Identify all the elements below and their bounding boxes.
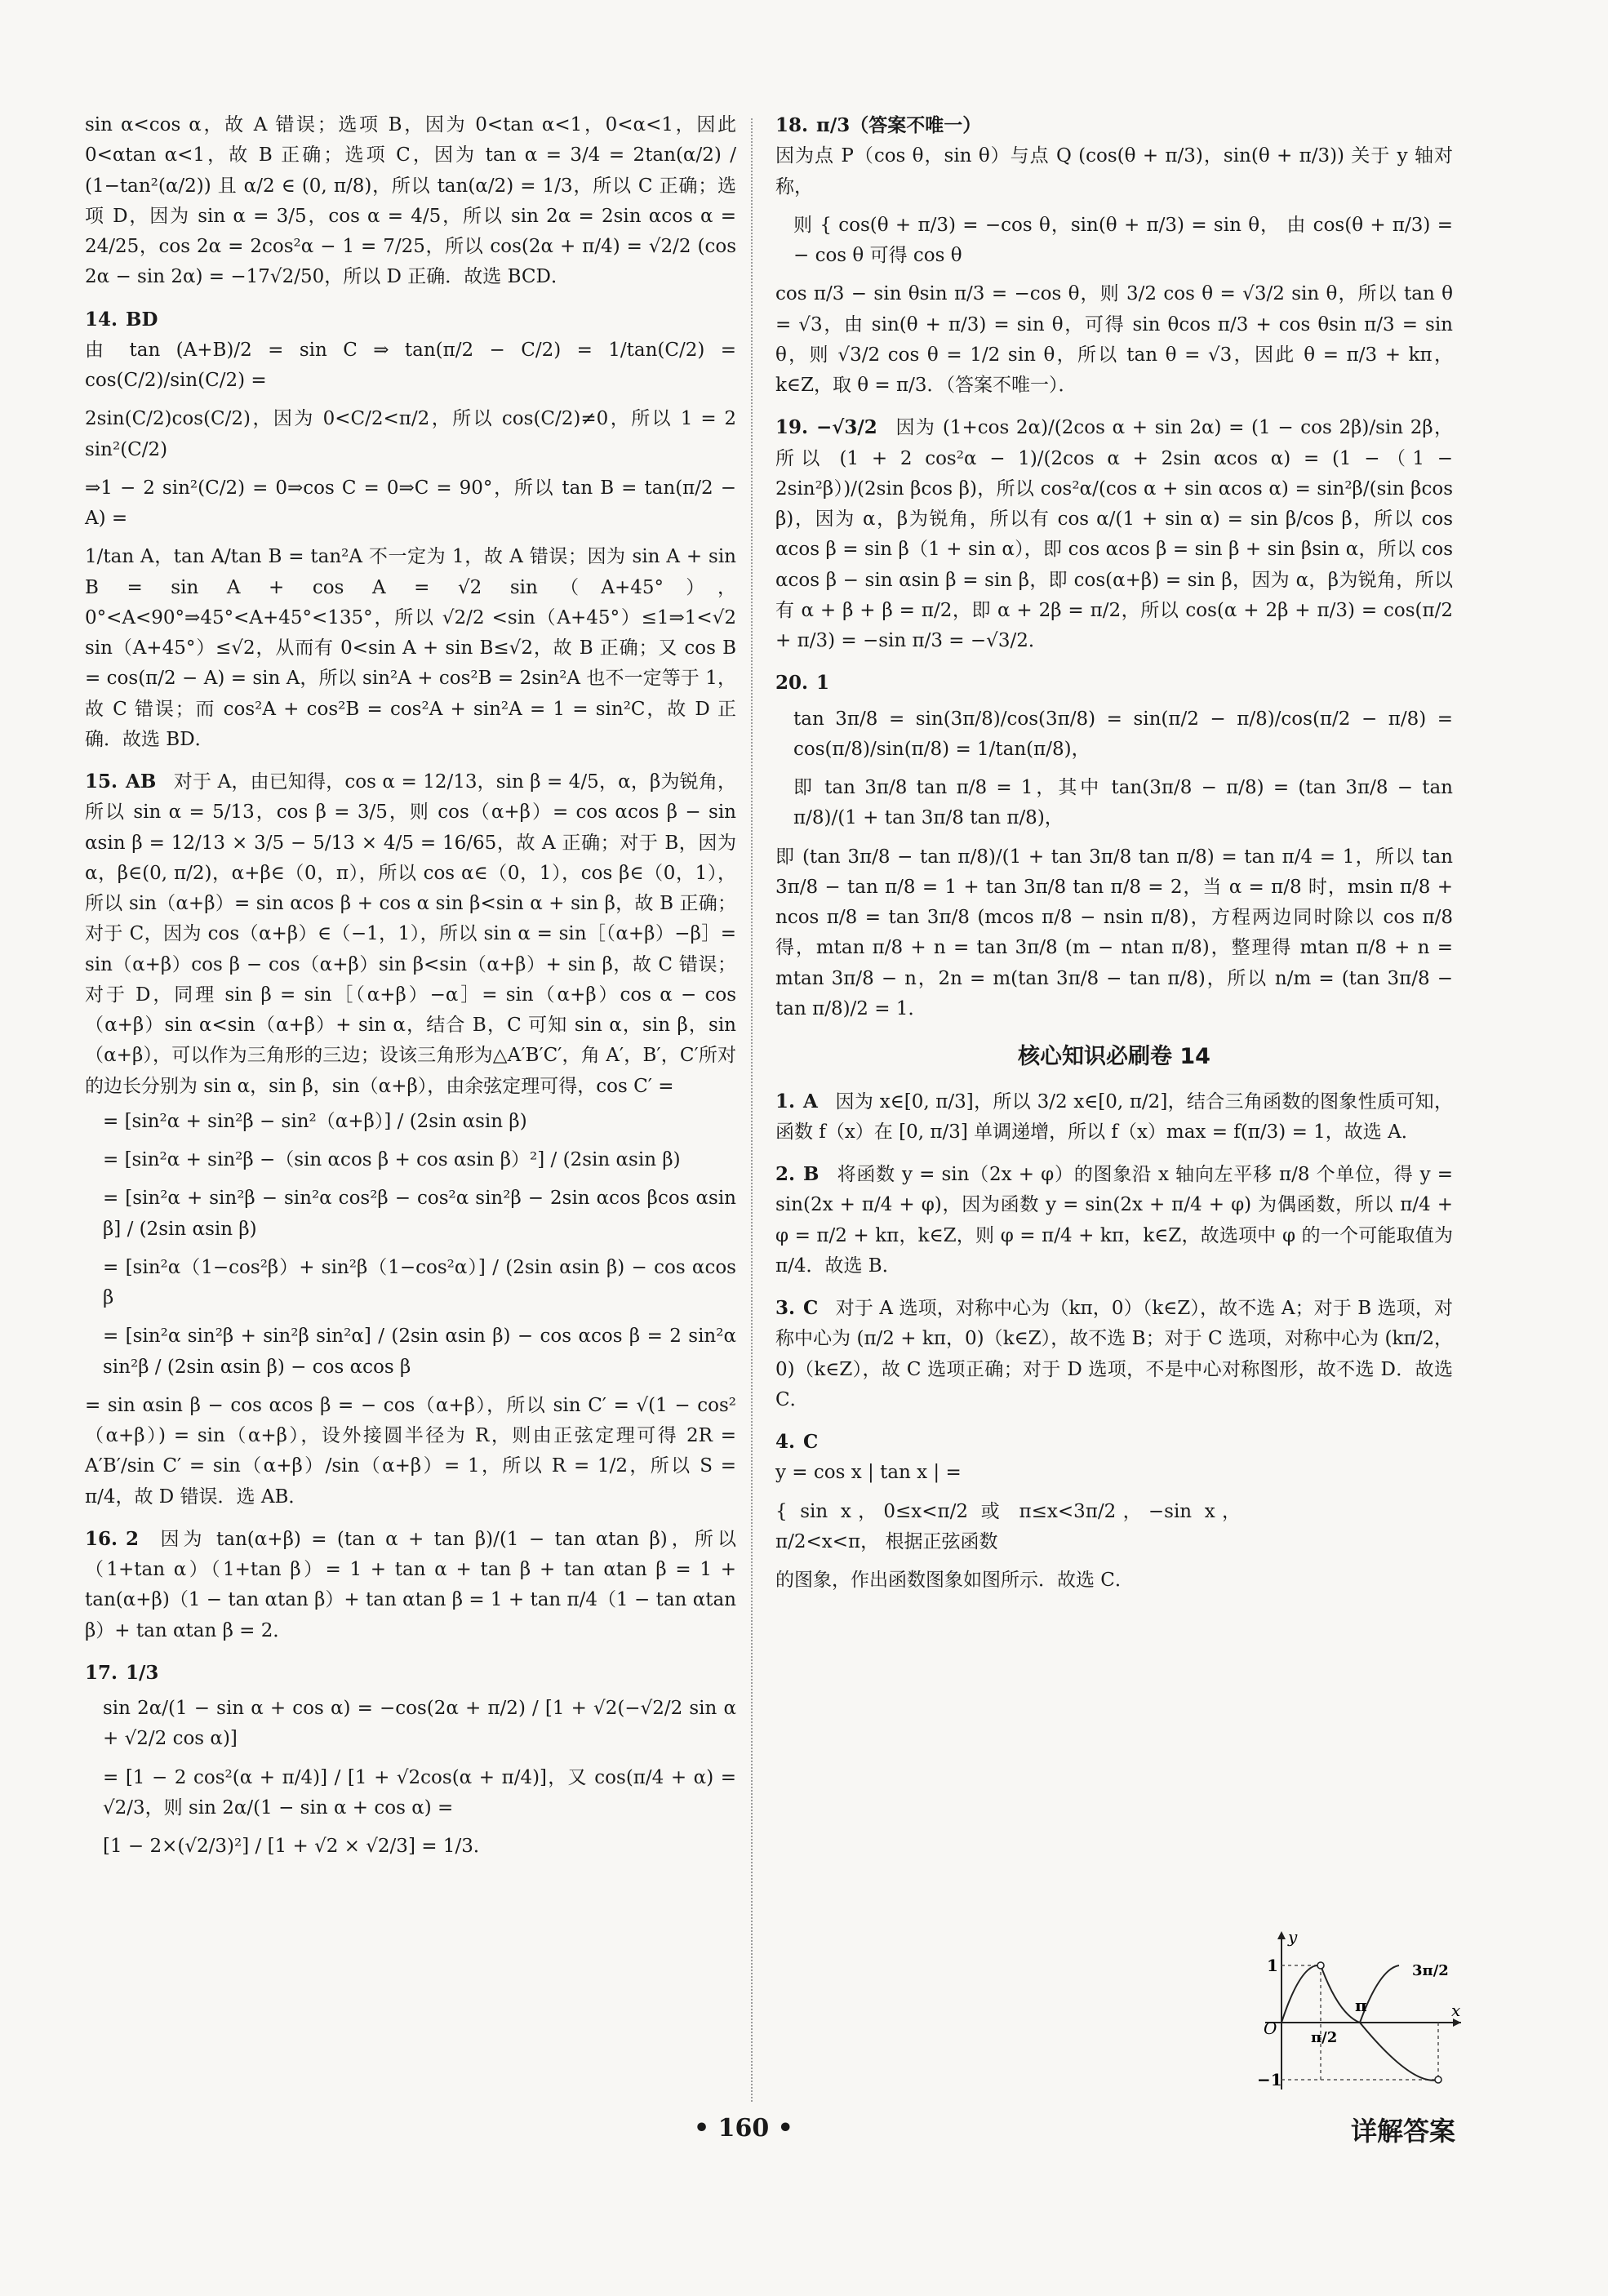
question-number: 2. bbox=[775, 1163, 796, 1186]
y-axis-label: y bbox=[1288, 1927, 1298, 1947]
answer-key: 1 bbox=[816, 672, 830, 695]
question-16 bbox=[85, 1524, 736, 1646]
equation-line: [1 − 2×(√2/3)²] / [1 + √2 × √2/3] = 1/3． bbox=[103, 1836, 492, 1857]
solution-text: 因为 (1+cos 2α)/(2cos α + sin 2α) = (1 − cos 2β)/sin 2β，所以 (1 + 2 cos²α − 1)/(2cos α + 2sin αcos α) = (1 −（1 − 2sin²β）)/(2sin βcos β)，所以 cos²α/(cos α + sin αcos α) = sin²β/(sin βcos β)，因为 α，β为锐角，所以有 cos α/(1 + sin α) = sin β/cos β，所以 cos αcos β = sin β（1 + sin α），即 cos αcos β = sin β + sin βsin α，所以 cos αcos β − sin αsin β = sin β，即 cos(α+β) = sin β，因为 α，β为锐角，所以有 α + β + β = π/2，即 α + 2β = π/2，所以 cos(α + 2β + π/3) = cos(π/2 + π/3) = −sin π/3 = −√3/2． bbox=[775, 417, 1454, 651]
answer-key: π/3（答案不唯一） bbox=[816, 114, 982, 136]
question-number: 14. bbox=[85, 308, 118, 331]
solution-line: { sin x，0≤x<π/2 或 π≤x<3π/2，−sin x，π/2<x<π， 根据正弦函数 bbox=[775, 1500, 1241, 1552]
answer-key: AB bbox=[126, 771, 157, 793]
answer-key: A bbox=[803, 1090, 818, 1112]
equation-line: = [sin²α + sin²β −（sin αcos β + cos αsin β）²] / (2sin αsin β) bbox=[103, 1149, 681, 1170]
equation-line: = [sin²α（1−cos²β）+ sin²β（1−cos²α）] / (2sin αsin β) − cos αcos β bbox=[103, 1256, 736, 1308]
question-number: 1. bbox=[775, 1090, 796, 1112]
question-14 bbox=[85, 304, 736, 756]
x-axis-label: x bbox=[1451, 2001, 1461, 2020]
equation-line: 则 { cos(θ + π/3) = −cos θ，sin(θ + π/3) = sin θ， 由 cos(θ + π/3) = − cos θ 可得 cos θ bbox=[793, 214, 1453, 266]
equation-line: 即 tan 3π/8 tan π/8 = 1，其中 tan(3π/8 − π/8) = (tan 3π/8 − tan π/8)/(1 + tan 3π/8 tan π/8)， bbox=[793, 777, 1453, 829]
solution-line: 的图象，作出函数图象如图所示．故选 C． bbox=[775, 1570, 1134, 1592]
solution-text: 对于 A 选项，对称中心为（kπ，0）（k∈Z），故不选 A；对于 B 选项，对称中心为 (π/2 + kπ，0)（k∈Z），故不选 B；对于 C 选项，对称中心为 (kπ/2，0)（k∈Z），故 C 选项正确；对于 D 选项，不是中心对称图形，故不选 D．故选 C． bbox=[775, 1298, 1454, 1410]
tick-label-pi2: π/2 bbox=[1311, 2029, 1338, 2046]
answer-key: 2 bbox=[126, 1527, 140, 1550]
answer-key: 1/3 bbox=[126, 1661, 159, 1684]
equation-line: tan 3π/8 = sin(3π/8)/cos(3π/8) = sin(π/2 − π/8)/cos(π/2 − π/8) = cos(π/8)/sin(π/8) = 1/tan(π/8)， bbox=[793, 708, 1453, 760]
curve-segment-1 bbox=[1282, 1965, 1321, 2023]
tick-label-neg1: −1 bbox=[1257, 2070, 1282, 2089]
section-question-2 bbox=[775, 1159, 1453, 1281]
question-number: 16. bbox=[85, 1527, 118, 1550]
question-number: 15. bbox=[85, 771, 118, 793]
solution-line: 2sin(C/2)cos(C/2)，因为 0<C/2<π/2，所以 cos(C/2)≠0，所以 1 = 2 sin²(C/2) bbox=[85, 408, 736, 460]
solution-line: 即 (tan 3π/8 − tan π/8)/(1 + tan 3π/8 tan π/8) = tan π/4 = 1，所以 tan 3π/8 − tan π/8 = 1 + tan 3π/8 tan π/8 = 2，当 α = π/8 时，msin π/8 + ncos π/8 = tan 3π/8 (mcos π/8 − nsin π/8)，方程两边同时除以 cos π/8 得，mtan π/8 + n = tan 3π/8 (m − ntan π/8)，整理得 mtan π/8 + n = mtan 3π/8 − n，2n = m(tan 3π/8 − tan π/8)，所以 n/m = (tan 3π/8 − tan π/8)/2 = 1． bbox=[775, 846, 1453, 1019]
answer-key: BD bbox=[126, 308, 158, 331]
question-number: 17. bbox=[85, 1661, 118, 1684]
solution-line: = sin αsin β − cos αcos β = − cos（α+β），所以 sin C′ = √(1 − cos²（α+β）) = sin（α+β），设外接圆半径为 R，则由正弦定理可得 2R = A′B′/sin C′ = sin（α+β）/sin（α+β）= 1，所以 R = 1/2，所以 S = π/4，故 D 错误．选 AB． bbox=[85, 1394, 736, 1508]
solution-line: 由 tan (A+B)/2 = sin C ⇒ tan(π/2 − C/2) = 1/tan(C/2) = cos(C/2)/sin(C/2) = bbox=[85, 339, 736, 391]
equation-line: = [1 − 2 cos²(α + π/4)] / [1 + √2cos(α + π/4)]，又 cos(π/4 + α) = √2/3，则 sin 2α/(1 − sin α + cos α) = bbox=[103, 1766, 736, 1819]
question-number: 20. bbox=[775, 672, 809, 695]
equation-line: = [sin²α sin²β + sin²β sin²α] / (2sin αsin β) − cos αcos β = 2 sin²α sin²β / (2sin αsin β) − cos αcos β bbox=[103, 1326, 736, 1378]
open-point bbox=[1435, 2076, 1441, 2083]
equation-line: = [sin²α + sin²β − sin²（α+β）] / (2sin αsin β) bbox=[103, 1110, 527, 1132]
equation-line: sin 2α/(1 − sin α + cos α) = −cos(2α + π/2) / [1 + √2(−√2/2 sin α + √2/2 cos α)] bbox=[103, 1698, 736, 1750]
question-19 bbox=[775, 412, 1453, 656]
left-column bbox=[85, 110, 736, 1873]
solution-text: 因为 tan(α+β) = (tan α + tan β)/(1 − tan αtan β)，所以（1+tan α）（1+tan β）= 1 + tan α + tan β + tan αtan β = 1 + tan(α+β)（1 − tan αtan β）+ tan αtan β = 1 + tan π/4（1 − tan αtan β）+ tan αtan β = 2． bbox=[85, 1528, 736, 1641]
answer-key: C bbox=[803, 1431, 819, 1454]
solution-line: 1/tan A，tan A/tan B = tan²A 不一定为 1，故 A 错误；因为 sin A + sin B = sin A + cos A = √2 sin（A+45°），0°<A<90°⇒45°<A+45°<135°，所以 √2/2 <sin（A+45°）≤1⇒1<√2 sin（A+45°）≤√2，从而有 0<sin A + sin B≤√2，故 B 正确；又 cos B = cos(π/2 − A) = sin A，所以 sin²A + cos²B = 2sin²A 也不一定等于 1，故 C 错误；而 cos²A + cos²B = cos²A + sin²A = 1 = sin²C，故 D 正确．故选 BD． bbox=[85, 546, 736, 750]
q13-continuation: sin α<cos α，故 A 错误；选项 B，因为 0<tan α<1，0<α<1，因此 0<αtan α<1，故 B 正确；选项 C，因为 tan α = 3/4 = 2tan(α/2) / (1−tan²(α/2)) 且 α/2 ∈ (0, π/8)，所以 tan(α/2) = 1/3，所以 C 正确；选项 D，因为 sin α = 3/5，cos α = 4/5，所以 sin 2α = 2sin αcos α = 24/25，cos 2α = 2cos²α − 1 = 7/25，所以 cos(2α + π/4) = √2/2 (cos 2α − sin 2α) = −17√2/50，所以 D 正确．故选 BCD． bbox=[85, 114, 736, 288]
section-question-1 bbox=[775, 1086, 1453, 1148]
page-number: • 160 • bbox=[694, 2114, 793, 2143]
question-number: 3. bbox=[775, 1297, 796, 1320]
question-number: 19. bbox=[775, 416, 809, 439]
column-divider bbox=[751, 118, 753, 2102]
section-question-3 bbox=[775, 1293, 1453, 1415]
question-number: 4. bbox=[775, 1431, 796, 1454]
section-question-4 bbox=[775, 1427, 1241, 1596]
solution-line: cos π/3 − sin θsin π/3 = −cos θ，则 3/2 cos θ = √3/2 sin θ，所以 tan θ = √3，由 sin(θ + π/3) = sin θ，可得 sin θcos π/3 + cos θsin π/3 = sin θ，则 √3/2 cos θ = 1/2 sin θ，所以 tan θ = √3，因此 θ = π/3 + kπ，k∈Z，取 θ = π/3．（答案不唯一）． bbox=[775, 283, 1453, 396]
curve-segment-4 bbox=[1360, 2023, 1438, 2081]
right-column bbox=[775, 110, 1453, 1607]
solution-line: 因为点 P（cos θ，sin θ）与点 Q (cos(θ + π/3)，sin(θ + π/3)) 关于 y 轴对称， bbox=[775, 145, 1453, 198]
solution-text: 对于 A，由已知得，cos α = 12/13，sin β = 4/5，α，β为锐角，所以 sin α = 5/13，cos β = 3/5，则 cos（α+β）= cos αcos β − sin αsin β = 12/13 × 3/5 − 5/13 × 4/5 = 16/65，故 A 正确；对于 B，因为 α，β∈(0, π/2)，α+β∈（0，π），所以 cos α∈（0，1），cos β∈（0，1），所以 sin（α+β）= sin αcos β + cos α sin β<sin α + sin β，故 B 正确；对于 C，因为 cos（α+β）∈（−1，1），所以 sin α = sin［（α+β）−β］= sin（α+β）cos β − cos（α+β）sin β<sin（α+β）+ sin β，故 C 错误；对于 D，同理 sin β = sin［（α+β）−α］= sin（α+β）cos α − cos（α+β）sin α<sin（α+β）+ sin α，结合 B，C 可知 sin α，sin β，sin（α+β），可以作为三角形的三边；设该三角形为△A′B′C′，角 A′，B′，C′所对的边长分别为 sin α，sin β，sin（α+β），由余弦定理可得，cos C′ = bbox=[85, 771, 736, 1097]
solution-line: y = cos x | tan x | = bbox=[775, 1462, 962, 1484]
y-axis-arrow bbox=[1277, 1931, 1286, 1939]
answer-key: B bbox=[803, 1163, 820, 1186]
question-17 bbox=[85, 1658, 736, 1863]
question-18 bbox=[775, 110, 1453, 401]
solution-line: ⇒1 − 2 sin²(C/2) = 0⇒cos C = 0⇒C = 90°，所以 tan B = tan(π/2 − A) = bbox=[85, 477, 736, 529]
tick-label-3pi2: 3π/2 bbox=[1412, 1962, 1449, 1979]
equation-line: = [sin²α + sin²β − sin²α cos²β − cos²α sin²β − 2sin αcos βcos αsin β] / (2sin αsin β) bbox=[103, 1188, 736, 1240]
open-point bbox=[1317, 1962, 1324, 1969]
function-graph bbox=[1257, 1926, 1465, 2098]
tick-label-1: 1 bbox=[1267, 1956, 1278, 1975]
section-title: 核心知识必刷卷 14 bbox=[1018, 1044, 1210, 1069]
answer-key: −√3/2 bbox=[816, 416, 877, 439]
tick-label-pi: π bbox=[1355, 1996, 1367, 2015]
question-20 bbox=[775, 668, 1453, 1024]
origin-label: O bbox=[1264, 2018, 1277, 2038]
solution-text: 因为 x∈[0, π/3]，所以 3/2 x∈[0, π/2]，结合三角函数的图象性质可知，函数 f（x）在 [0, π/3] 单调递增，所以 f（x）max = f(π/3) = 1，故选 A． bbox=[775, 1090, 1453, 1143]
curve-segment-2 bbox=[1321, 1965, 1360, 2023]
footer-label: 详解答案 bbox=[1351, 2116, 1456, 2147]
question-number: 18. bbox=[775, 114, 809, 136]
question-15 bbox=[85, 766, 736, 1512]
answer-key: C bbox=[803, 1297, 819, 1320]
solution-text: 将函数 y = sin（2x + φ）的图象沿 x 轴向左平移 π/8 个单位，得 y = sin(2x + π/4 + φ)，因为函数 y = sin(2x + π/4 + φ) 为偶函数，所以 π/4 + φ = π/2 + kπ，k∈Z，则 φ = π/4 + kπ，k∈Z，故选项中 φ 的一个可能取值为 π/4．故选 B． bbox=[775, 1164, 1454, 1277]
